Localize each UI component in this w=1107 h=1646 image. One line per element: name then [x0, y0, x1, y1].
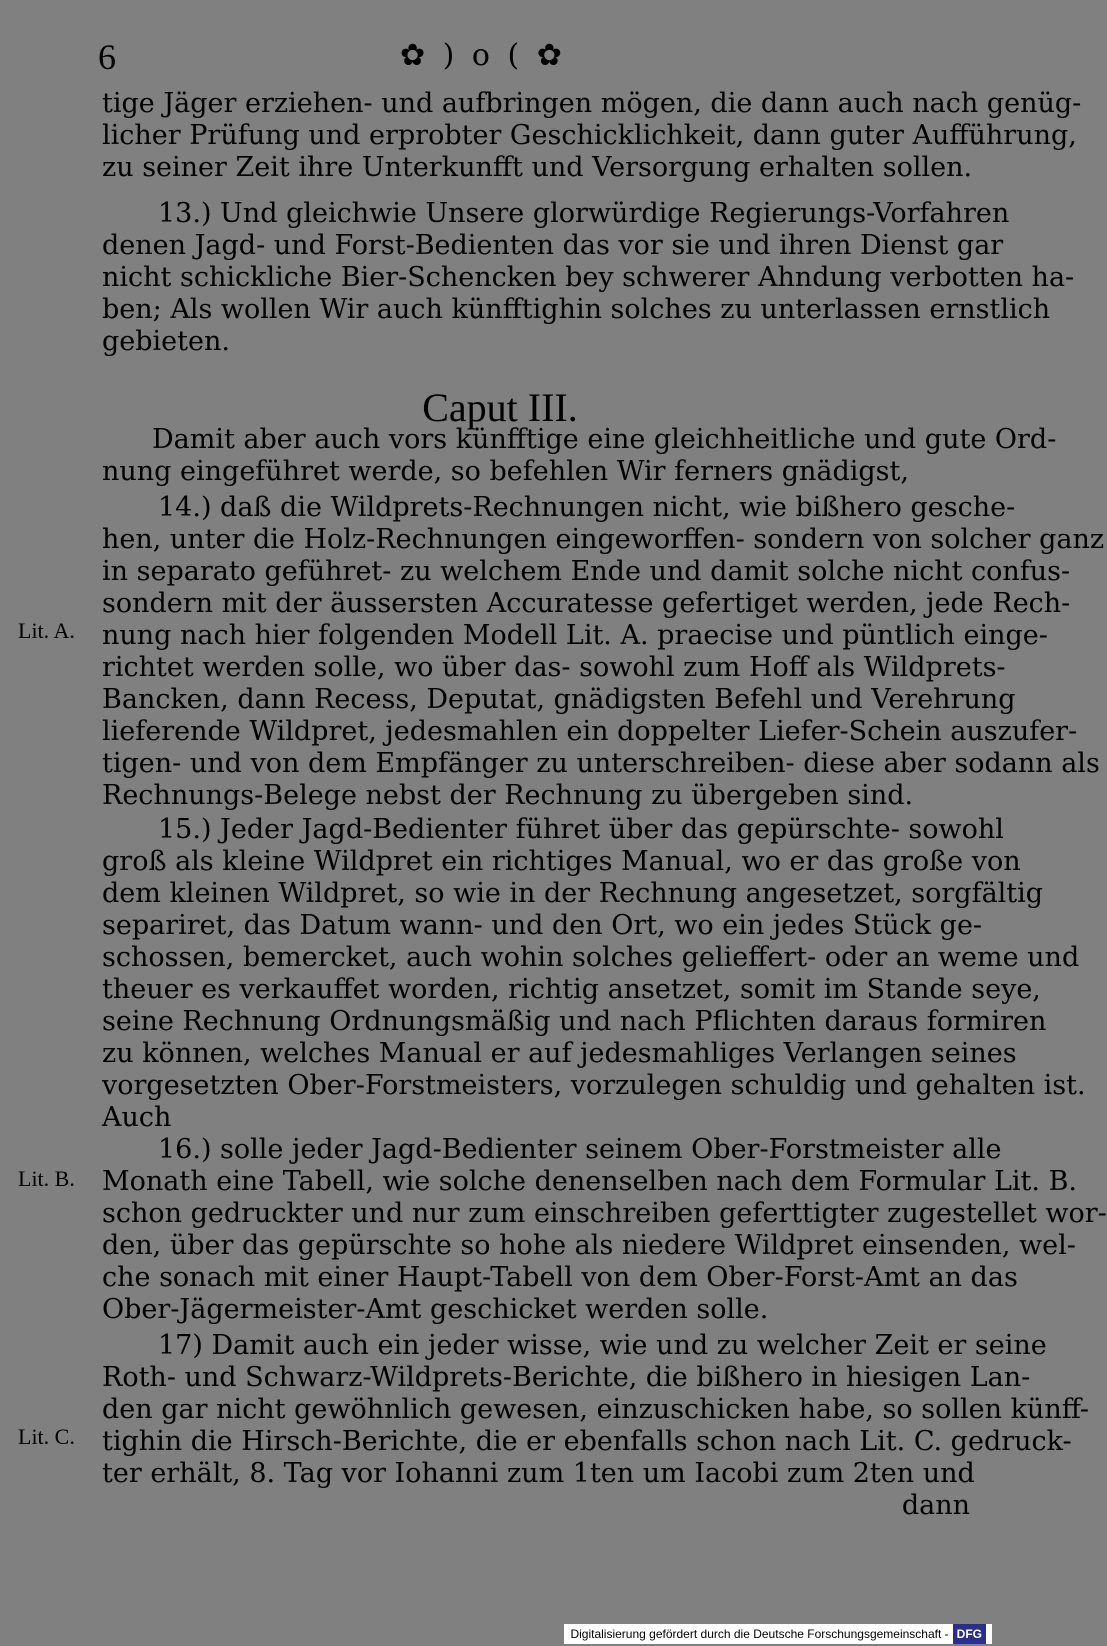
text-line: zu seiner Zeit ihre Unterkunfft und Versorgung erhalten sollen. — [102, 152, 973, 183]
margin-note: Lit. B. — [18, 1166, 75, 1191]
page-number: 6 — [98, 37, 116, 77]
text-line: Roth- und Schwarz-Wildprets-Berichte, die bißhero in hiesigen Lan- — [102, 1362, 1031, 1393]
catchword: dann — [901, 1490, 970, 1521]
text-line: denen Jagd- und Forst-Bedienten das vor sie und ihren Dienst gar — [102, 230, 1004, 261]
text-line: seine Rechnung Ordnungsmäßig und nach Pflichten daraus formiren — [102, 1006, 1047, 1037]
text-line: 14.) daß die Wildprets-Rechnungen nicht, wie bißhero gesche- — [158, 492, 1016, 523]
text-line: in separato geführet- zu welchem Ende und damit solche nicht confus- — [102, 556, 1071, 587]
text-line: ter erhält, 8. Tag vor Iohanni zum 1ten um Iacobi zum 2ten und — [102, 1458, 975, 1489]
text-line: sondern mit der äussersten Accuratesse gefertiget werden, jede Rech- — [102, 588, 1071, 619]
text-line: schossen, bemercket, auch wohin solches gelieffert- oder an weme und — [102, 942, 1080, 973]
text-line: groß als kleine Wildpret ein richtiges Manual, wo er das große von — [102, 846, 1021, 877]
text-line: nung nach hier folgenden Modell Lit. A. praecise und püntlich einge- — [102, 620, 1048, 651]
text-line: nicht schickliche Bier-Schencken bey schwerer Ahndung verbotten ha- — [102, 262, 1075, 293]
text-line: dem kleinen Wildpret, so wie in der Rechnung angesetzet, sorgfältig — [102, 878, 1044, 909]
text-line: theuer es verkauffet worden, richtig ansetzet, somit im Stande seye, — [102, 974, 1041, 1005]
text-line: hen, unter die Holz-Rechnungen eingeworffen- sondern von solcher ganz — [102, 524, 1105, 555]
text-line: tigen- und von dem Empfänger zu unterschreiben- diese aber sodann als — [102, 748, 1100, 779]
text-line: 13.) Und gleichwie Unsere glorwürdige Regierungs-Vorfahren — [158, 198, 1010, 229]
text-line: lieferende Wildpret, jedesmahlen ein doppelter Liefer-Schein auszufer- — [102, 716, 1078, 747]
text-line: richtet werden solle, wo über das- sowohl zum Hoff als Wildprets- — [102, 652, 1006, 683]
text-line: schon gedruckter und nur zum einschreiben geferttigter zugestellet wor- — [102, 1198, 1107, 1229]
text-line: Rechnungs-Belege nebst der Rechnung zu übergeben sind. — [102, 780, 914, 811]
text-line: 16.) solle jeder Jagd-Bedienter seinem Ober-Forstmeister alle — [158, 1134, 1002, 1165]
text-line: Auch — [102, 1102, 172, 1133]
text-line: licher Prüfung und erprobter Geschicklichkeit, dann guter Aufführung, — [102, 120, 1077, 151]
text-line: den gar nicht gewöhnlich gewesen, einzuschicken habe, so sollen künff- — [102, 1394, 1090, 1425]
text-line: separiret, das Datum wann- und den Ort, wo ein jedes Stück ge- — [102, 910, 983, 941]
page-header — [0, 36, 1000, 80]
section-heading: Caput III. — [422, 385, 578, 430]
text-line: gebieten. — [102, 326, 230, 357]
text-line: 15.) Jeder Jagd-Bedienter führet über das gepürschte- sowohl — [158, 814, 1004, 845]
text-line: vorgesetzten Ober-Forstmeisters, vorzulegen schuldig und gehalten ist. — [102, 1070, 1086, 1101]
text-line: Ober-Jägermeister-Amt geschicket werden solle. — [102, 1294, 769, 1325]
text-line: che sonach mit einer Haupt-Tabell von dem Ober-Forst-Amt an das — [102, 1262, 1018, 1293]
text-line: tige Jäger erziehen- und aufbringen mögen, die dann auch nach genüg- — [102, 88, 1082, 119]
text-line: Monath eine Tabell, wie solche denenselben nach dem Formular Lit. B. — [102, 1166, 1077, 1197]
header-ornament: ✿ ) o ( ✿ — [400, 38, 566, 73]
text-line: tighin die Hirsch-Berichte, die er ebenfalls schon nach Lit. C. gedruck- — [102, 1426, 1072, 1457]
dfg-logo: DFG — [953, 1624, 986, 1644]
text-line: Damit aber auch vors künfftige eine gleichheitliche und gute Ord- — [152, 424, 1057, 455]
text-line: ben; Als wollen Wir auch künfftighin solches zu unterlassen ernstlich — [102, 294, 1051, 325]
margin-note: Lit. A. — [18, 618, 75, 643]
text-line: 17) Damit auch ein jeder wisse, wie und zu welcher Zeit er seine — [158, 1330, 1047, 1361]
footer-text: Digitalisierung gefördert durch die Deutsche Forschungsgemeinschaft - — [570, 1627, 949, 1641]
text-line: zu können, welches Manual er auf jedesmahliges Verlangen seines — [102, 1038, 1017, 1069]
margin-note: Lit. C. — [18, 1424, 75, 1449]
digitization-footer — [564, 1624, 992, 1644]
text-line: nung eingeführet werde, so befehlen Wir ferners gnädigst, — [102, 456, 909, 487]
text-line: den, über das gepürschte so hohe als niedere Wildpret einsenden, wel- — [102, 1230, 1076, 1261]
text-line: Bancken, dann Recess, Deputat, gnädigsten Befehl und Verehrung — [102, 684, 1016, 715]
